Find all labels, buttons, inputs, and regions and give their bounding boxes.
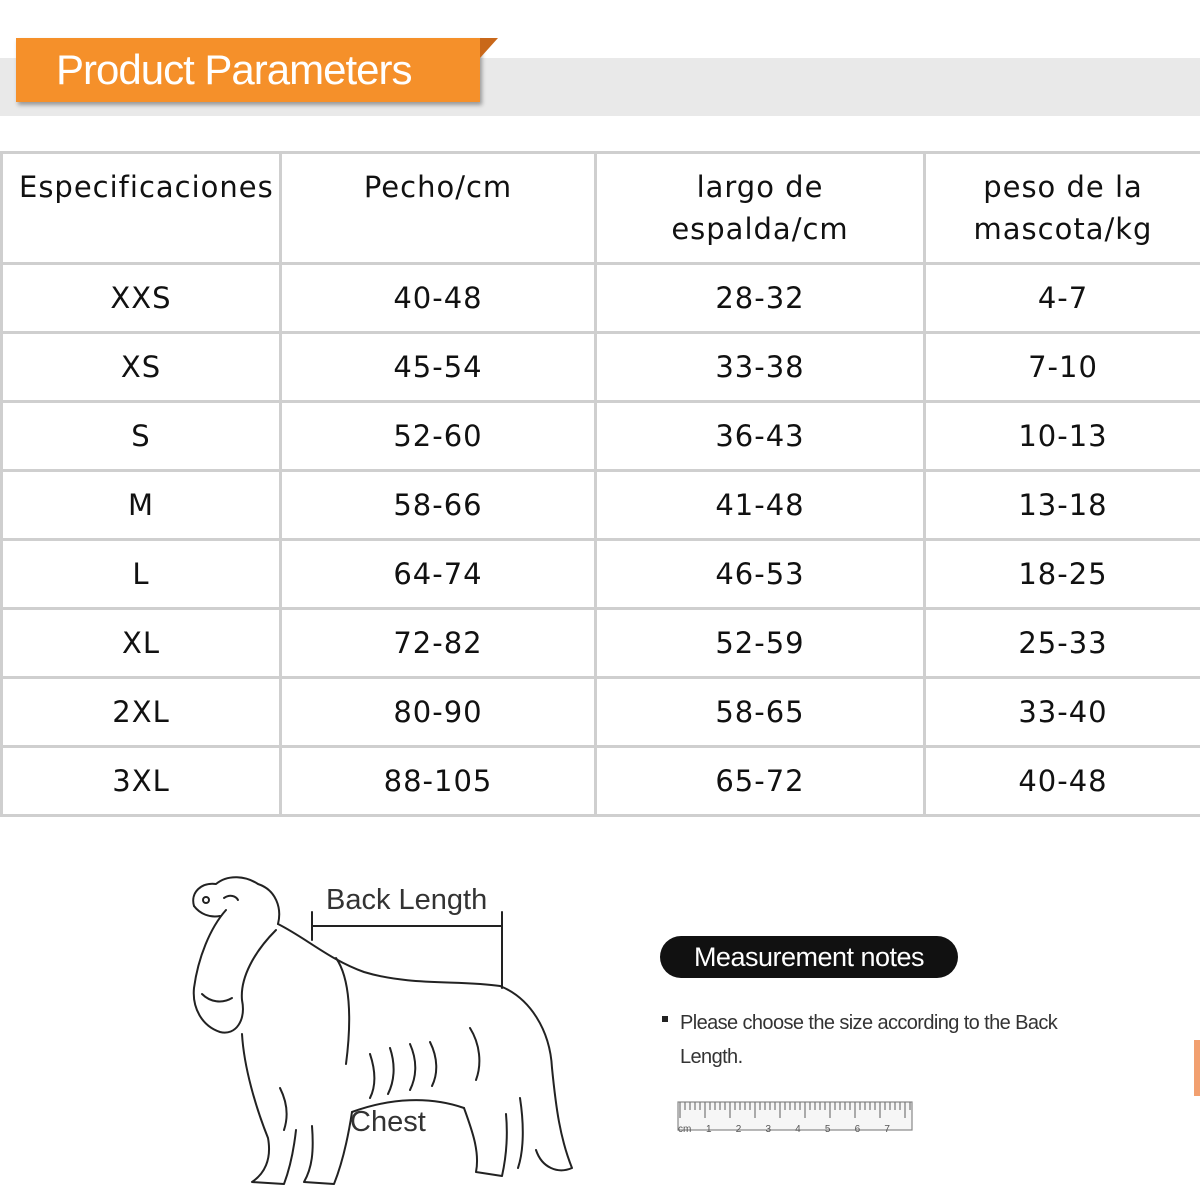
header-line: Especificaciones [19,170,274,204]
size-cell: L [2,540,281,609]
weight-cell: 13-18 [925,471,1200,540]
ruler-unit: cm [678,1124,692,1135]
ruler-icon [676,1098,916,1144]
back-length-label: Back Length [326,884,488,916]
chest-cell: 52-60 [281,402,596,471]
table-row [2,264,1200,333]
ruler-number: 7 [884,1124,890,1135]
chest-cell: 64-74 [281,540,596,609]
ruler-number: 1 [706,1124,712,1135]
chest-cell: 45-54 [281,333,596,402]
header-line: Pecho/cm [363,170,513,204]
table-row [2,402,1200,471]
header-fold [480,38,498,58]
back-length-cell: 41-48 [596,471,925,540]
weight-cell: 33-40 [925,678,1200,747]
size-cell: 2XL [2,678,281,747]
back-length-cell: 28-32 [596,264,925,333]
dog-outline-icon [180,868,580,1198]
ruler-number: 4 [795,1124,801,1135]
ruler-number: 6 [854,1124,861,1135]
table-row [2,747,1200,816]
chest-cell: 88-105 [281,747,596,816]
measurement-notes-text: Please choose the size according to the Back Length. [680,1012,1058,1068]
back-length-cell: 46-53 [596,540,925,609]
chest-cell: 72-82 [281,609,596,678]
header-cell-back-length [596,153,925,264]
chest-label: Chest [350,1106,426,1138]
back-length-cell: 65-72 [596,747,925,816]
measurement-notes-title [660,936,958,978]
size-cell: 3XL [2,747,281,816]
size-cell: XL [2,609,281,678]
table-body [2,264,1200,816]
chest-cell: 80-90 [281,678,596,747]
back-length-cell: 58-65 [596,678,925,747]
header-line: largo de [696,170,824,204]
weight-cell: 4-7 [925,264,1200,333]
measurement-notes-title-text: Measurement notes [693,941,925,972]
dog-diagram [180,868,580,1198]
back-length-cell: 36-43 [596,402,925,471]
table-row [2,678,1200,747]
notes-bullet [662,1016,668,1022]
size-table [0,151,1200,817]
ruler-number: 3 [765,1124,771,1135]
chest-cell: 40-48 [281,264,596,333]
chest-cell: 58-66 [281,471,596,540]
header-line: peso de la [983,170,1143,204]
table-row [2,609,1200,678]
weight-cell: 10-13 [925,402,1200,471]
table-header-row [2,153,1200,264]
ruler-number: 2 [735,1124,742,1135]
table-row [2,333,1200,402]
header-cell-spec [2,153,281,264]
header-line: mascota/kg [973,212,1153,246]
size-cell: XS [2,333,281,402]
weight-cell: 40-48 [925,747,1200,816]
back-length-cell: 52-59 [596,609,925,678]
size-cell: M [2,471,281,540]
header-line: espalda/cm [671,212,849,246]
size-cell: XXS [2,264,281,333]
header-cell-chest [281,153,596,264]
page-title-text: Product Parameters [56,46,412,93]
table-row [2,540,1200,609]
size-cell: S [2,402,281,471]
back-length-cell: 33-38 [596,333,925,402]
weight-cell: 7-10 [925,333,1200,402]
weight-cell: 25-33 [925,609,1200,678]
table-row [2,471,1200,540]
page-title [16,38,480,102]
ruler-number: 5 [824,1124,831,1135]
edge-mark [1194,1040,1200,1096]
weight-cell: 18-25 [925,540,1200,609]
header-cell-weight [925,153,1200,264]
